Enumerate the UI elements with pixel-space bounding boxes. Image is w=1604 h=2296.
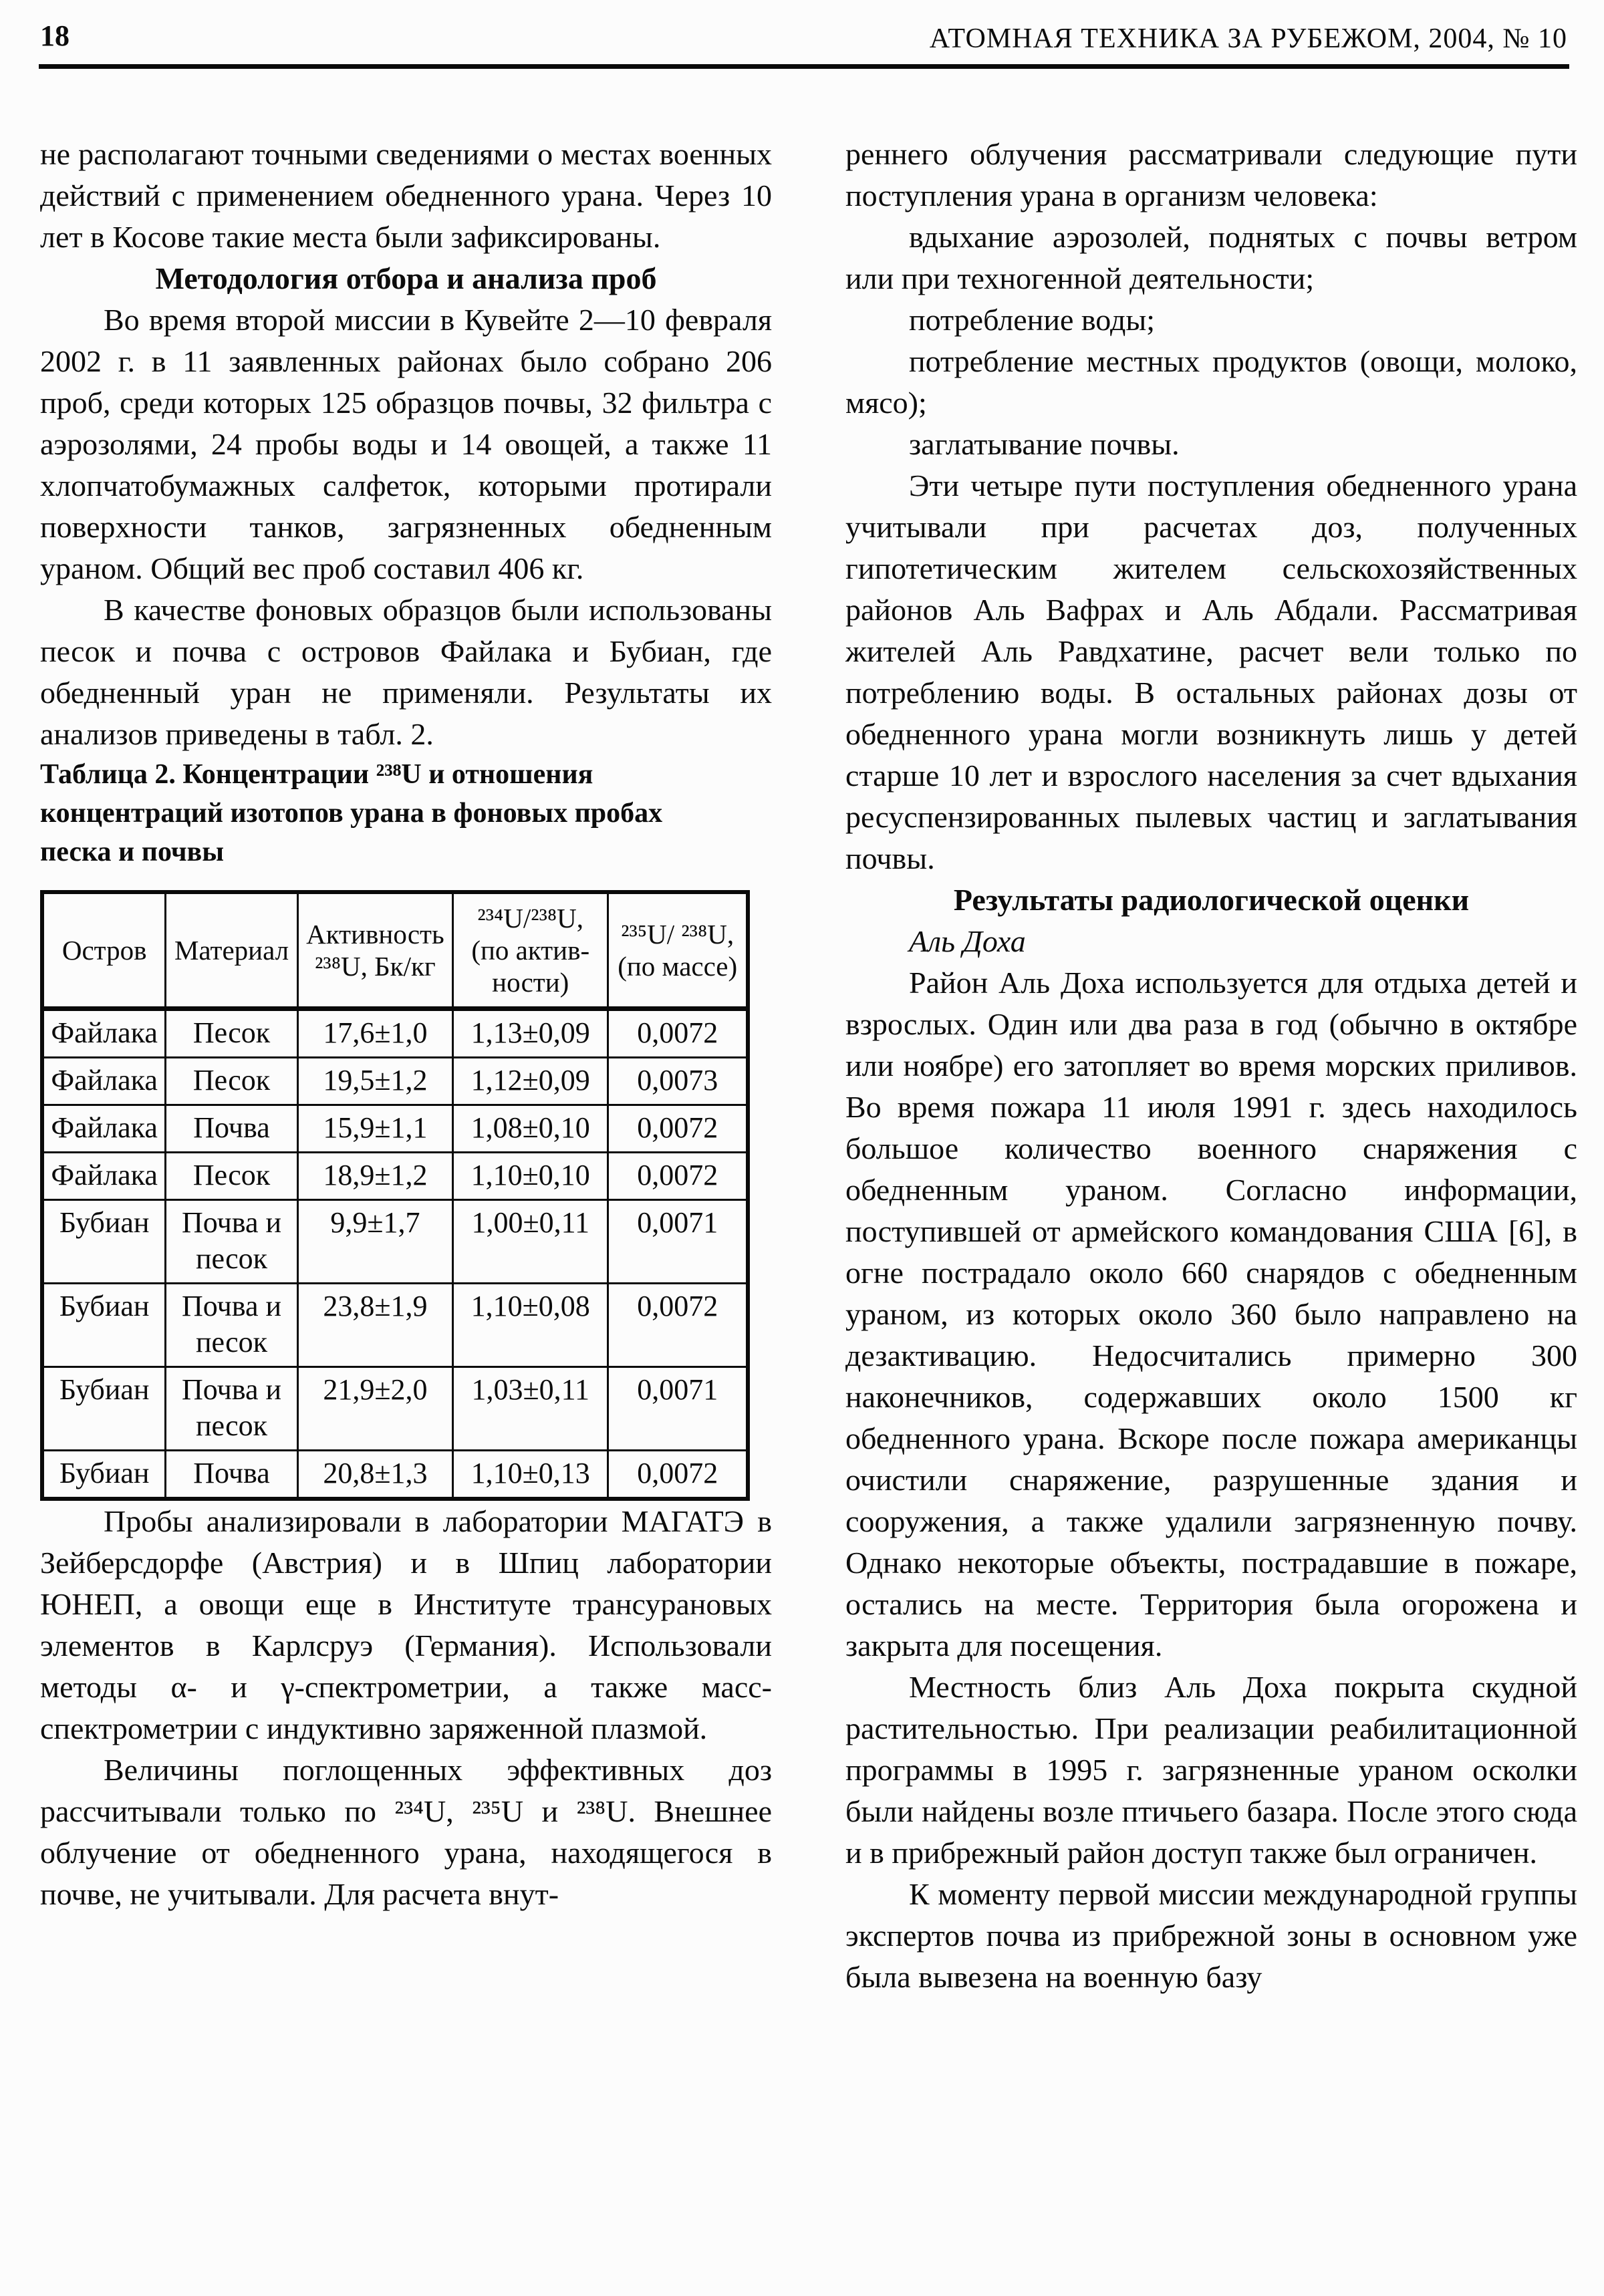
table-cell: Почва и песок [166,1367,297,1451]
table-row [42,1284,748,1367]
background-samples-table [40,890,750,1501]
page-number: 18 [40,19,70,52]
table-cell: 18,9±1,2 [297,1153,452,1200]
table-row [42,1451,748,1499]
table-cell: Почва и песок [166,1284,297,1367]
table-row [42,1058,748,1105]
table-cell: Почва и песок [166,1200,297,1284]
table-header-ratio-234-238: ²³⁴U/²³⁸U, (по активности) [453,892,608,1009]
paragraph: К моменту первой миссии международной группы экспертов почва из прибрежной зоны в основном уже была вывезена на военную базу [845,1877,1577,1994]
header-rule [39,64,1569,69]
paragraph-continuation: не располагают точными сведениями о местах военных действий с применением обедненного урана. Через 10 лет в Косове такие места были зафиксированы. [40,137,772,254]
table-row [42,1153,748,1200]
table-cell: Песок [166,1153,297,1200]
table-cell: 0,0071 [608,1367,748,1451]
section-heading-methodology: Методология отбора и анализа проб [155,261,657,295]
table-cell: 1,03±0,11 [453,1367,608,1451]
table-cell: 23,8±1,9 [297,1284,452,1367]
table-cell: Файлака [42,1058,166,1105]
table-row [42,1200,748,1284]
table-header-material: Материал [166,892,297,1009]
table-row [42,1367,748,1451]
table-cell: Файлака [42,1153,166,1200]
table-cell: 17,6±1,0 [297,1009,452,1058]
table-caption: Таблица 2. Концентрации ²³⁸U и отношения концентраций изотопов урана в фоновых пробах песка и почвы [40,759,663,867]
section-heading-results: Результаты радиологической оценки [953,883,1470,917]
table-cell: Песок [166,1058,297,1105]
journal-title: АТОМНАЯ ТЕХНИКА ЗА РУБЕЖОМ, 2004, № 10 [929,23,1567,54]
table-cell: 0,0072 [608,1284,748,1367]
table-cell: 20,8±1,3 [297,1451,452,1499]
table-cell: 0,0072 [608,1153,748,1200]
table-cell: 1,10±0,13 [453,1451,608,1499]
list-item-inhalation: вдыхание аэрозолей, поднятых с почвы ветром или при техногенной деятельности; [845,220,1577,295]
table-cell: 1,10±0,08 [453,1284,608,1367]
table-cell: Файлака [42,1009,166,1058]
table-cell: Бубиан [42,1284,166,1367]
table-header-row [42,892,748,1009]
table-cell: 0,0072 [608,1451,748,1499]
table-cell: 0,0072 [608,1105,748,1153]
table-cell: 1,10±0,10 [453,1153,608,1200]
subsection-heading-al-doha: Аль Доха [909,924,1026,958]
table-cell: 9,9±1,7 [297,1200,452,1284]
table-cell: Песок [166,1009,297,1058]
running-head [40,19,1567,59]
paragraph: В качестве фоновых образцов были использованы песок и почва с островов Файлака и Бубиан, где обедненный уран не применяли. Результаты их анализов приведены в табл. 2. [40,593,772,751]
table-row [42,1105,748,1153]
table-cell: Файлака [42,1105,166,1153]
table-header-ratio-235-238: ²³⁵U/ ²³⁸U, (по массе) [608,892,748,1009]
paragraph-continuation: реннего облучения рассматривали следующие пути поступления урана в организм человека: [845,137,1577,212]
table-cell: Бубиан [42,1451,166,1499]
paragraph: Пробы анализировали в лаборатории МАГАТЭ в Зейберсдорфе (Австрия) и в Шпиц лаборатории ЮНЕП, а овощи еще в Институте трансурановых элементов в Карлсруэ (Германия). Использовали методы α- и γ-спектрометрии, а также масс-спектрометрии с индуктивно заряженной плазмой. [40,1504,772,1745]
table-header-activity: Активность ²³⁸U, Бк/кг [297,892,452,1009]
list-item-soil-ingestion: заглатывание почвы. [909,427,1180,461]
table-cell: 21,9±2,0 [297,1367,452,1451]
right-column [845,134,1577,1998]
paragraph: Величины поглощенных эффективных доз рассчитывали только по ²³⁴U, ²³⁵U и ²³⁸U. Внешнее облучение от обедненного урана, находящегося в почве, не учитывали. Для расчета внут- [40,1753,772,1911]
list-item-local-products: потребление местных продуктов (овощи, молоко, мясо); [845,344,1577,420]
table-cell: Почва [166,1105,297,1153]
table-cell: 1,00±0,11 [453,1200,608,1284]
table-cell: 0,0072 [608,1009,748,1058]
paragraph: Во время второй миссии в Кувейте 2—10 февраля 2002 г. в 11 заявленных районах было собрано 206 проб, среди которых 125 образцов почвы, 32 фильтра с аэрозолями, 24 пробы воды и 14 овощей, а также 11 хлопчатобумажных салфеток, которыми протирали поверхности танков, загрязненных обедненным ураном. Общий вес проб составил 406 кг. [40,303,772,585]
table-cell: 0,0071 [608,1200,748,1284]
paragraph: Район Аль Доха используется для отдыха детей и взрослых. Один или два раза в год (обычно в октябре или ноябре) его затопляет во время морских приливов. Во время пожара 11 июля 1991 г. здесь находилось большое количество военного снаряжения с обедненным ураном. Согласно информации, поступившей от армейского командования США [6], в огне пострадало около 660 снарядов с обедненным ураном, из которых около 360 было направлено на дезактивацию. Недосчитались примерно 300 наконечников, содержавших около 1500 кг обедненного урана. Вскоре после пожара американцы очистили снаряжение, разрушенные здания и сооружения, а также удалили загрязненную почву. Однако некоторые объекты, пострадавшие в пожаре, остались на месте. Территория была огорожена и закрыта для посещения. [845,966,1577,1663]
table-cell: 1,08±0,10 [453,1105,608,1153]
left-column [40,134,772,1915]
table-cell: Бубиан [42,1367,166,1451]
list-item-water: потребление воды; [909,303,1156,337]
table-cell: Почва [166,1451,297,1499]
paragraph: Эти четыре пути поступления обедненного урана учитывали при расчетах доз, полученных гипотетическим жителем сельскохозяйственных районов Аль Вафрах и Аль Абдали. Рассматривая жителей Аль Равдхатине, расчет вели только по потреблению воды. В остальных районах дозы от обедненного урана могли возникнуть лишь у детей старше 10 лет и взрослого населения за счет вдыхания ресуспензированных пылевых частиц и заглатывания почвы. [845,468,1577,875]
table-cell: 15,9±1,1 [297,1105,452,1153]
table-header-island: Остров [42,892,166,1009]
table-cell: 1,13±0,09 [453,1009,608,1058]
table-cell: 0,0073 [608,1058,748,1105]
table-cell: 19,5±1,2 [297,1058,452,1105]
paragraph: Местность близ Аль Доха покрыта скудной растительностью. При реализации реабилитационной программы в 1995 г. загрязненные ураном осколки были найдены возле птичьего базара. После этого сюда и в прибрежный район доступ также был ограничен. [845,1670,1577,1870]
table-cell: Бубиан [42,1200,166,1284]
table-cell: 1,12±0,09 [453,1058,608,1105]
table-row [42,1009,748,1058]
